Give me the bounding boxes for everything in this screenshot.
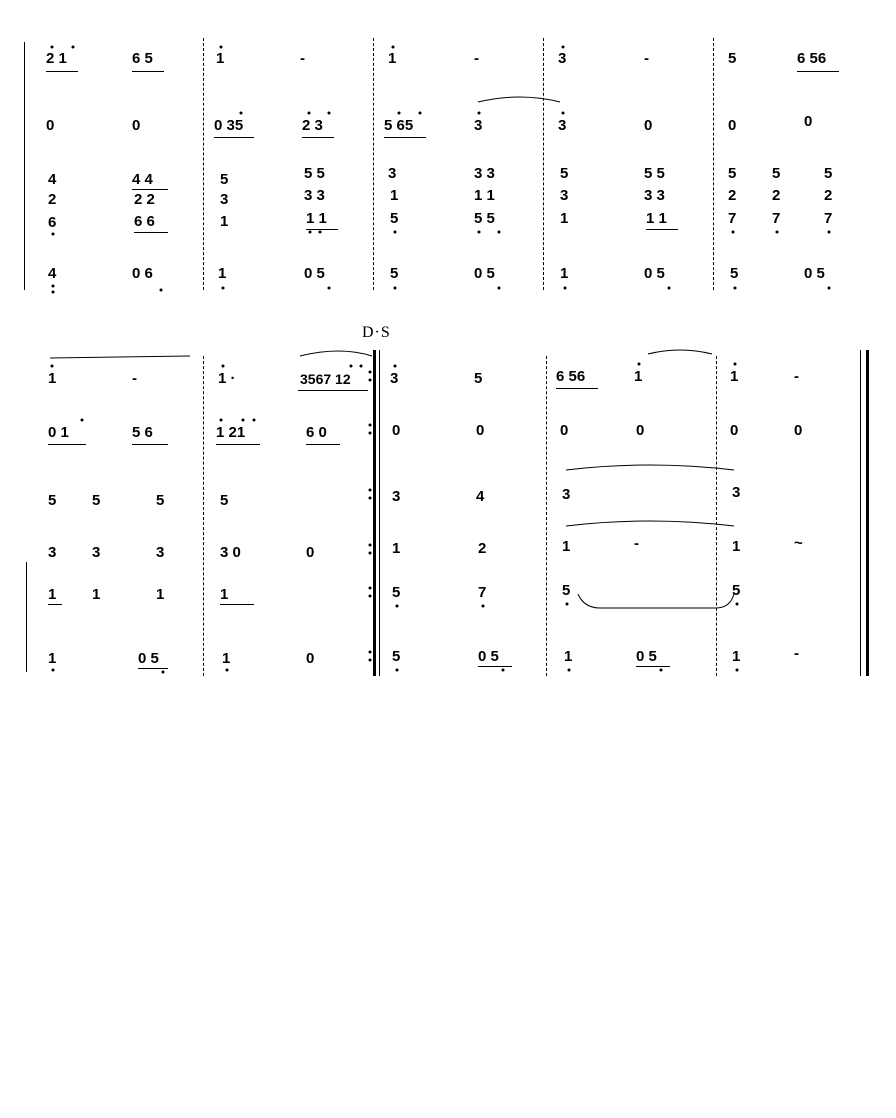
note-cell: 1 xyxy=(156,586,165,603)
note-cell: 7 xyxy=(772,210,781,227)
note-cell: 3 xyxy=(474,117,483,134)
note-cell: 5 xyxy=(732,582,741,599)
note-cell: 1 xyxy=(222,650,231,667)
note-cell: 5 xyxy=(392,584,401,601)
note-cell: 5 xyxy=(390,265,399,282)
tie-arc xyxy=(578,594,734,608)
note-cell: 5 5 xyxy=(474,210,495,227)
note-cell: 7 xyxy=(478,584,487,601)
note-cell: 5 xyxy=(156,492,165,509)
note-cell: 6 6 xyxy=(134,213,155,230)
note-cell: 0 xyxy=(636,422,645,439)
note-cell: 3 xyxy=(558,50,567,67)
note-cell: 5 xyxy=(92,492,101,509)
note-cell: 0 5 xyxy=(304,265,325,282)
note-cell: 2 xyxy=(48,191,57,208)
octave-dots xyxy=(51,46,831,674)
note-cell: 0 xyxy=(794,422,803,439)
note-cell: 2 1 xyxy=(46,50,67,67)
note-cell: 4 xyxy=(48,265,57,282)
note-cell: 5 xyxy=(772,165,781,182)
note-cell: - xyxy=(644,50,649,67)
note-cell: 0 xyxy=(306,544,315,561)
note-cell: 0 1 xyxy=(48,424,69,441)
note-cell: 5 xyxy=(560,165,569,182)
note-cell: 1 xyxy=(634,368,643,385)
note-cell: 1 xyxy=(392,540,401,557)
note-cell: 0 xyxy=(392,422,401,439)
note-cell: 5 5 xyxy=(644,165,665,182)
note-cell: 1 xyxy=(388,50,397,67)
note-cell: 0 5 xyxy=(636,648,657,665)
note-cell: 0 5 xyxy=(804,265,825,282)
note-cell: 0 5 xyxy=(474,265,495,282)
note-cell: 1 21 xyxy=(216,424,246,441)
note-cell: 3 3 xyxy=(644,187,665,204)
tie-arc xyxy=(50,356,190,358)
note-cell: 6 xyxy=(48,214,57,231)
note-cell: 5 xyxy=(728,165,737,182)
note-cell: 5 xyxy=(220,171,229,188)
note-cell: 2 xyxy=(478,540,487,557)
note-cell: 3567 12 xyxy=(300,371,351,387)
note-cell: 5 xyxy=(562,582,571,599)
note-cell: 1 xyxy=(732,538,741,555)
note-cell: ~ xyxy=(794,535,803,552)
note-cell: 6 0 xyxy=(306,424,327,441)
note-cell: 3 xyxy=(560,187,569,204)
note-cell: 1 xyxy=(220,213,229,230)
note-cell: 0 xyxy=(644,117,653,134)
note-cell: 4 xyxy=(48,171,57,188)
note-cell: 1 xyxy=(560,265,569,282)
note-cell: 3 xyxy=(388,165,397,182)
note-cell: 3 xyxy=(48,544,57,561)
note-cell: 4 xyxy=(476,488,485,505)
note-cell: - xyxy=(132,370,137,387)
note-cell: 3 xyxy=(562,486,571,503)
note-cell: 0 xyxy=(730,422,739,439)
note-cell: 1 xyxy=(562,538,571,555)
note-cell: 3 xyxy=(92,544,101,561)
note-cell: 1 1 xyxy=(646,210,667,227)
note-cell: 5 5 xyxy=(304,165,325,182)
note-cell: 6 56 xyxy=(797,50,827,67)
note-cell: 3 xyxy=(390,370,399,387)
note-cell: 0 xyxy=(306,650,315,667)
note-cell: 3 3 xyxy=(304,187,325,204)
slur-arc xyxy=(300,351,372,356)
note-cell: 0 6 xyxy=(132,265,153,282)
note-cell: 1 · xyxy=(218,370,236,387)
note-cell: 1 xyxy=(220,586,229,603)
note-cell: 5 xyxy=(48,492,57,509)
note-cell: 1 xyxy=(48,370,57,387)
note-cell: 3 xyxy=(558,117,567,134)
note-cell: 0 xyxy=(46,117,55,134)
note-cell: 0 xyxy=(804,113,813,130)
note-cell: 5 65 xyxy=(384,117,414,134)
note-cell: 1 xyxy=(48,586,57,603)
tie-arc xyxy=(648,350,712,354)
note-cell: 0 xyxy=(476,422,485,439)
note-cell: 0 5 xyxy=(478,648,499,665)
note-cell: 5 xyxy=(474,370,483,387)
note-cell: - xyxy=(794,645,799,662)
note-cell: 1 xyxy=(390,187,399,204)
note-cell: 0 xyxy=(132,117,141,134)
note-cell: 5 xyxy=(392,648,401,665)
note-cell: 2 xyxy=(772,187,781,204)
note-cell: 5 xyxy=(824,165,833,182)
note-cell: 1 xyxy=(560,210,569,227)
note-cell: - xyxy=(300,50,305,67)
note-cell: 5 xyxy=(730,265,739,282)
note-cell: 6 5 xyxy=(132,50,153,67)
note-cell: 0 xyxy=(728,117,737,134)
note-cell: 7 xyxy=(728,210,737,227)
note-cell: 3 xyxy=(220,191,229,208)
tie-arc xyxy=(566,521,734,526)
note-cell: 3 3 xyxy=(474,165,495,182)
note-cell: 1 1 xyxy=(306,210,327,227)
note-cell: 1 xyxy=(564,648,573,665)
note-cell: 5 xyxy=(220,492,229,509)
note-cell: 5 xyxy=(728,50,737,67)
note-cell: 5 xyxy=(390,210,399,227)
note-cell: - xyxy=(634,535,639,552)
note-cell: 3 0 xyxy=(220,544,241,561)
note-cell: 1 xyxy=(732,648,741,665)
note-cell: 4 4 xyxy=(132,171,153,188)
note-cell: 5 6 xyxy=(132,424,153,441)
note-cell: 7 xyxy=(824,210,833,227)
note-cell: 2 xyxy=(728,187,737,204)
note-cell: 0 35 xyxy=(214,117,244,134)
note-cell: 3 xyxy=(156,544,165,561)
note-cell: 2 3 xyxy=(302,117,323,134)
note-cell: 3 xyxy=(392,488,401,505)
note-cell: 1 xyxy=(216,50,225,67)
note-cell: 3 xyxy=(732,484,741,501)
tie-arc xyxy=(566,465,734,470)
note-cell: 1 1 xyxy=(474,187,495,204)
dal-segno-mark: D·S xyxy=(362,324,391,341)
note-cell: 1 xyxy=(730,368,739,385)
note-cell: 2 xyxy=(824,187,833,204)
note-cell: 6 56 xyxy=(556,368,586,385)
note-cell: - xyxy=(474,50,479,67)
note-cell: 2 2 xyxy=(134,191,155,208)
note-cell: 1 xyxy=(48,650,57,667)
note-cell: 1 xyxy=(218,265,227,282)
tie-arc xyxy=(478,97,560,102)
note-cell: 0 5 xyxy=(138,650,159,667)
note-cell: 1 xyxy=(92,586,101,603)
note-cell: - xyxy=(794,368,799,385)
note-cell: 0 xyxy=(560,422,569,439)
note-cell: 0 5 xyxy=(644,265,665,282)
